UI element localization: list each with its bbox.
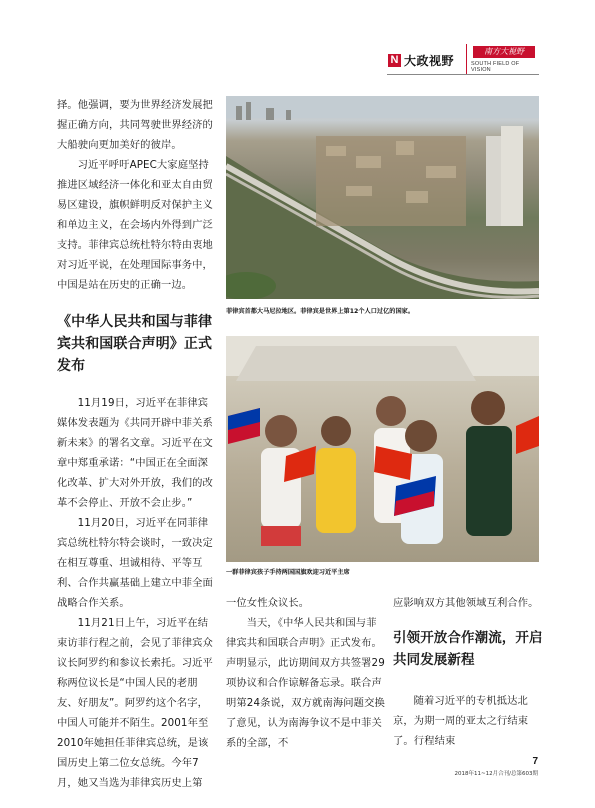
cityscape-illustration xyxy=(226,96,539,299)
paragraph: 随着习近平的专机抵达北京，为期一周的亚太之行结束了。行程结束 xyxy=(393,695,529,747)
children-with-flags-photo xyxy=(226,336,539,562)
paragraph: 一位女性众议长。 xyxy=(226,597,310,609)
column-right xyxy=(393,593,543,751)
column-left xyxy=(57,95,217,793)
manila-cityscape-photo xyxy=(226,96,539,299)
section-heading: 《中华人民共和国与菲律宾共和国联合声明》正式发布 xyxy=(57,314,213,374)
paragraph: 11月20日，习近平在同菲律宾总统杜特尔特会谈时，一致决定在相互尊重、坦诚相待、平等互利、合作共赢基础上建立中菲全面战略合作关系。 xyxy=(57,517,213,609)
publication-mark xyxy=(466,44,539,74)
masthead xyxy=(388,44,538,74)
paragraph: 习近平呼吁APEC大家庭坚持推进区域经济一体化和亚太自由贸易区建设，旗帜鲜明反对保护主义和单边主义，在会场内外得到广泛支持。菲律宾总统杜特尔特由衷地对习近平说，在处理国际事务中，中国是站在历史的正确一边。 xyxy=(57,159,213,291)
paragraph: 择。他强调，要为世界经济发展把握正确方向，共同驾驶世界经济的大船驶向更加美好的彼岸。 xyxy=(57,99,213,151)
paragraph: 当天，《中华人民共和国与菲律宾共和国联合声明》正式发布。声明显示，此访期间双方共签署29项协议和合作谅解备忘录。联合声明第24条说，双方就南海问题交换了意见，认为南海争议不是中菲关系的全部，不 xyxy=(226,617,385,749)
photo-caption: 一群菲律宾孩子手持两国国旗欢迎习近平主席 xyxy=(226,569,350,576)
children-illustration xyxy=(226,336,539,562)
paragraph: 应影响双方其他领域互利合作。 xyxy=(393,597,539,609)
issue-info: 2018年11~12月合刊/总第603期 xyxy=(454,771,538,777)
publication-name: 南方大視野 xyxy=(473,46,535,58)
brand-logo-icon: N xyxy=(388,54,401,67)
column-middle xyxy=(226,593,386,753)
section-heading: 引领开放合作潮流，开启共同发展新程 xyxy=(393,630,543,668)
page-number: 7 xyxy=(532,756,538,767)
publication-name-en: SOUTH FIELD OF VISION xyxy=(471,61,520,73)
paragraph: 11月19日，习近平在菲律宾媒体发表题为《共同开辟中菲关系新未来》的署名文章。习近平在文章中郑重承诺：“中国正在全面深化改革、扩大对外开放，我们的改革不会停止、开放不会止步。” xyxy=(57,397,213,509)
section-title: 大政视野 xyxy=(404,54,455,68)
photo-caption: 菲律宾首都大马尼拉地区。菲律宾是世界上第12个人口过亿的国家。 xyxy=(226,308,415,315)
paragraph: 11月21日上午，习近平在结束访菲行程之前，会见了菲律宾众议长阿罗约和参议长索托。习近平称两位议长是“中国人民的老朋友、好朋友”。阿罗约这个名字，中国人可能并不陌生。2001年至2010年她担任菲律宾总统，是该国历史上第二位女总统。今年7月，她又当选为菲律宾历史上第 xyxy=(57,617,213,789)
header-divider xyxy=(387,74,539,75)
